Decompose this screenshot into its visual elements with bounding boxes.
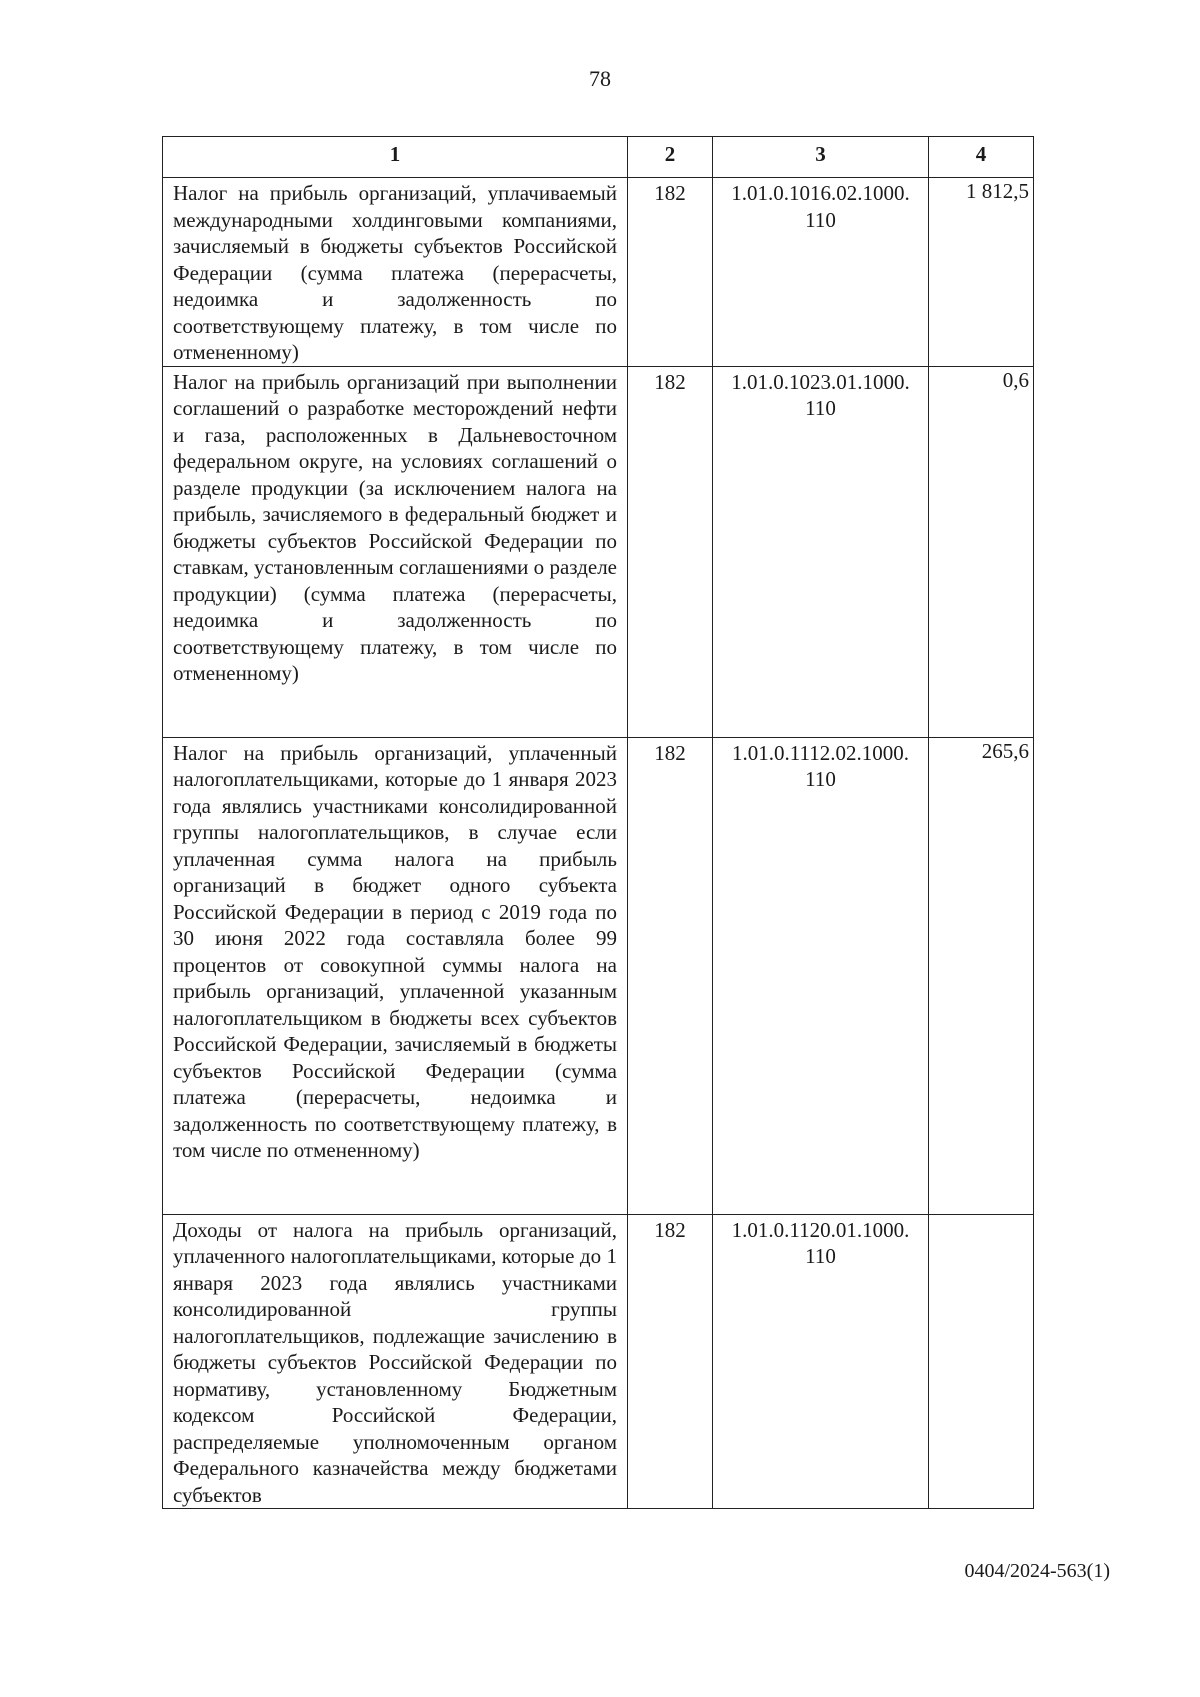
row-kbk-code: 1.01.0.1120.01.1000. 110 (713, 1214, 929, 1509)
table-row (163, 178, 1034, 367)
header-col-2: 2 (628, 137, 713, 178)
row-admin-code: 182 (628, 366, 713, 737)
table-row (163, 366, 1034, 737)
row-kbk-code: 1.01.0.1112.02.1000. 110 (713, 737, 929, 1214)
row-description: Доходы от налога на прибыль организаций, уплаченного налогоплательщиками, которые до 1 января 2023 года являлись участниками консолидированной группы налогоплательщиков, подлежащие зачислению в бюджеты субъектов Российской Федерации по нормативу, установленному Бюджетным кодексом Российской Федерации, распределяемые уполномоченным органом Федерального казначейства между бюджетами субъектов (163, 1214, 628, 1509)
header-col-1: 1 (163, 137, 628, 178)
revenue-table (162, 136, 1034, 1509)
row-amount: 265,6 (929, 737, 1034, 1214)
table-header-row (163, 137, 1034, 178)
row-description: Налог на прибыль организаций, уплачиваемый международными холдинговыми компаниями, зачисляемый в бюджеты субъектов Российской Федерации (сумма платежа (перерасчеты, недоимка и задолженность по соответствующему платежу, в том числе по отмененному) (163, 178, 628, 367)
row-admin-code: 182 (628, 737, 713, 1214)
row-description: Налог на прибыль организаций при выполнении соглашений о разработке месторождений нефти и газа, расположенных в Дальневосточном федеральном округе, на условиях соглашений о разделе продукции (за исключением налога на прибыль, зачисляемого в федеральный бюджет и бюджеты субъектов Российской Федерации по ставкам, установленным соглашениями о разделе продукции) (сумма платежа (перерасчеты, недоимка и задолженность по соответствующему платежу, в том числе по отмененному) (163, 366, 628, 737)
table-row (163, 1214, 1034, 1509)
row-amount: 0,6 (929, 366, 1034, 737)
table-row (163, 737, 1034, 1214)
row-amount: 1 812,5 (929, 178, 1034, 367)
row-admin-code: 182 (628, 178, 713, 367)
page-number: 78 (589, 66, 611, 91)
row-amount (929, 1214, 1034, 1509)
header-col-4: 4 (929, 137, 1034, 178)
row-kbk-code: 1.01.0.1016.02.1000. 110 (713, 178, 929, 367)
row-admin-code: 182 (628, 1214, 713, 1509)
row-kbk-code: 1.01.0.1023.01.1000. 110 (713, 366, 929, 737)
header-col-3: 3 (713, 137, 929, 178)
row-description: Налог на прибыль организаций, уплаченный налогоплательщиками, которые до 1 января 2023 года являлись участниками консолидированной группы налогоплательщиков, в случае если уплаченная сумма налога на прибыль организаций в бюджет одного субъекта Российской Федерации в период с 2019 года по 30 июня 2022 года составляла более 99 процентов от совокупной суммы налога на прибыль организаций, уплаченной указанным налогоплательщиком в бюджеты всех субъектов Российской Федерации, зачисляемый в бюджеты субъектов Российской Федерации (сумма платежа (перерасчеты, недоимка и задолженность по соответствующему платежу, в том числе по отмененному) (163, 737, 628, 1214)
document-id: 0404/2024-563(1) (964, 1560, 1110, 1582)
